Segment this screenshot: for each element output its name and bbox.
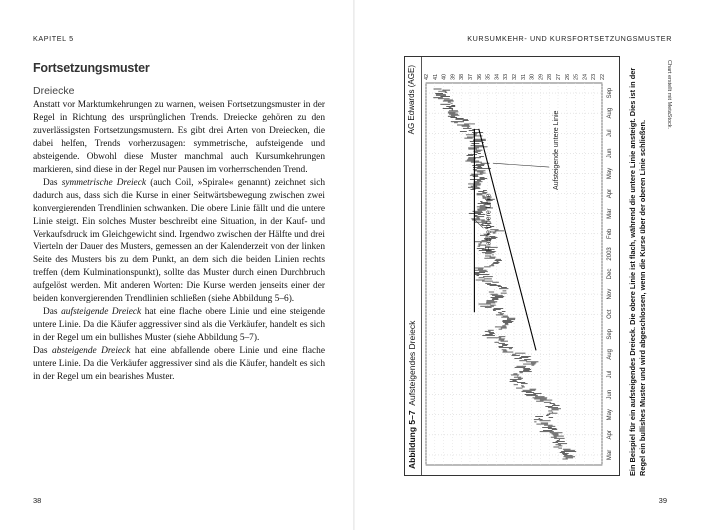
y-tick-label: 36	[476, 73, 483, 80]
x-tick-label: Sep	[607, 87, 613, 99]
x-tick-label: Jul	[607, 370, 613, 379]
p2-emphasis: symmetrische Dreieck	[61, 177, 147, 188]
y-tick-label: 32	[512, 73, 518, 80]
x-tick-label: Jun	[607, 389, 613, 400]
chart-credit: Chart erstellt mit MetaStock.	[666, 60, 672, 130]
y-tick-label: 39	[450, 73, 457, 80]
page-number-left: 38	[33, 496, 42, 505]
figure-frame	[404, 56, 620, 476]
left-page	[0, 0, 354, 530]
y-tick-label: 41	[432, 73, 439, 80]
x-tick-label: Apr	[607, 430, 613, 440]
x-tick-label: May	[607, 167, 613, 180]
running-head-right: KURSUMKEHR- UND KURSFORTSETZUNGSMUSTER	[467, 34, 672, 43]
figure-sublabel: Aufsteigendes Dreieck	[407, 320, 417, 406]
figure-ticker: AG Edwards (AGE)	[407, 65, 416, 135]
p4-post: hat eine abfallende obere Linie und eine flache untere Linie. Da die Verkäufer aggressiver sind als die Käufer, handelt es sich in der Regel um ein bearishes Muster.	[33, 346, 325, 383]
x-tick-label: Apr	[607, 188, 613, 199]
y-tick-label: 22	[600, 73, 606, 80]
y-tick-label: 25	[573, 73, 580, 80]
y-tick-label: 30	[529, 73, 536, 80]
x-tick-label: Dec	[607, 268, 613, 280]
figure-label	[407, 321, 417, 469]
p3-pre: Das	[43, 307, 62, 318]
y-tick-label: 35	[485, 73, 492, 80]
figure-number: Abbildung 5–7	[407, 410, 417, 469]
price-chart	[422, 57, 618, 475]
y-tick-label: 38	[459, 73, 466, 80]
x-tick-label: Jun	[607, 148, 613, 159]
y-tick-label: 23	[591, 73, 598, 80]
y-tick-label: 29	[538, 73, 545, 80]
p2-post: (auch Coil, »Spirale« genannt) zeichnet sich dadurch aus, dass sich die Kurse in einer Seitwärtsbewegung zwischen zwei konvergierenden Trendlinien schwanken. Die obere Linie fällt und die untere Linie steigt. Ein solches Muster beschreibt eine Situation, in der Kauf- und Verkaufsdruck im Gleichgewicht sind. Irgendwo zwischen der Hälfte und drei Vierteln der Dauer des Musters, gemessen an der Kalenderzeit von der linken Seite des Musters bis zu dem Punkt, an dem sich die beiden Linien rechts treffen (dem Kulminationspunkt), sollte das Muster durch einen Durchbruch aufgelöst werden. Mit anderen Worten: Die Kurse werden jenseits einer der beiden konvergierenden Trendlinien schließen (siehe Abbildung 5–6).	[33, 177, 326, 305]
y-tick-label: 24	[582, 73, 589, 80]
paragraph-3	[33, 306, 325, 345]
running-head-left: KAPITEL 5	[33, 34, 74, 43]
x-tick-label: Oct	[607, 309, 613, 319]
y-tick-label: 28	[547, 73, 554, 80]
y-tick-label: 42	[424, 73, 430, 80]
section-title: Fortsetzungsmuster	[33, 61, 150, 75]
y-tick-label: 27	[556, 73, 562, 80]
y-tick-label: 26	[564, 73, 571, 80]
paragraph-4	[33, 345, 325, 384]
p4-pre: Das	[33, 346, 53, 357]
page-number-right: 39	[658, 496, 667, 505]
x-tick-label: Feb	[607, 228, 613, 239]
paragraph-2	[33, 177, 325, 307]
figure-block	[404, 56, 676, 476]
annotation-lower-line: Aufsteigende untere Linie	[553, 110, 560, 190]
x-tick-label: 2003	[607, 247, 613, 261]
figure-caption: Ein Beispiel für ein aufsteigendes Dreieck. Die obere Linie ist flach, während die untere Linie ansteigt. Dies ist in der Regel ein bullishes Muster und wird abgeschlossen, wenn die Kurse über der oberen Linie schließen.	[628, 67, 647, 476]
x-tick-label: Mar	[607, 449, 613, 461]
annotation-upper-line: Flache obere Linie	[485, 193, 493, 252]
x-tick-label: Aug	[607, 107, 613, 119]
y-tick-label: 40	[441, 73, 448, 80]
p3-post: hat eine flache obere Linie und eine steigende untere Linie. Da die Käufer aggressiver sind als die Verkäufer, handelt es sich in der Regel um ein bullishes Muster (siehe Abbildung 5–7).	[33, 307, 325, 344]
x-tick-label: Aug	[607, 349, 613, 360]
y-tick-label: 34	[494, 73, 501, 80]
p4-emphasis: absteigende Dreieck	[52, 346, 131, 357]
figure-header	[405, 57, 422, 475]
x-tick-label: Sep	[607, 328, 613, 340]
subsection-title: Dreiecke	[33, 85, 75, 97]
p3-emphasis: aufsteigende Dreieck	[61, 307, 142, 318]
rotated-figure	[404, 56, 676, 476]
p2-pre: Das	[43, 177, 62, 188]
y-tick-label: 33	[503, 73, 510, 80]
x-tick-label: Jul	[607, 129, 613, 138]
x-tick-label: Mar	[607, 208, 613, 219]
body-text	[33, 99, 325, 384]
x-tick-label: Nov	[607, 288, 613, 300]
y-tick-label: 37	[468, 73, 474, 80]
y-tick-label: 31	[520, 73, 527, 80]
x-tick-label: May	[607, 409, 613, 421]
paragraph-1: Anstatt vor Marktumkehrungen zu warnen, weisen Fortsetzungsmuster in der Regel in Richtung des ursprünglichen Trends. Dreiecke gehören zu den zuverlässigsten Fortsetzungsmustern. Es gibt drei Arten von Dreiecken, die dabei helfen, Trends vorherzusagen: symmetrische, aufsteigende und absteigende. Obwohl diese Muster manchmal auch Kursumkehrungen markieren, sind diese in der Regel nur Pausen im vorherrschenden Trend.	[33, 100, 325, 175]
